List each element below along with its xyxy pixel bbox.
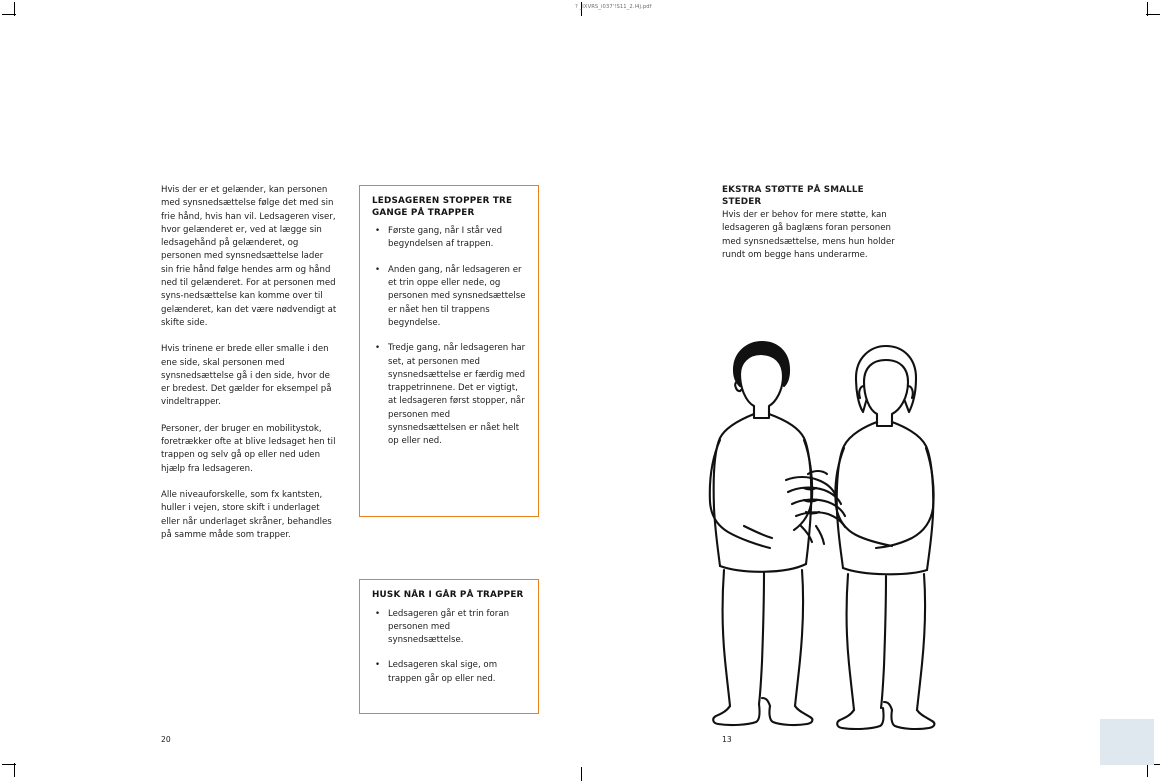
page-number-right: 13 — [722, 735, 732, 744]
right-text-column — [722, 184, 897, 262]
list-item-text: Ledsageren skal sige, om trappen går op eller ned. — [388, 660, 498, 684]
callout-list — [372, 608, 526, 686]
bullet-icon: • — [375, 343, 381, 354]
callout-box-stairs-stop — [359, 185, 539, 517]
list-item-text: Tredje gang, når ledsageren har set, at personen med synsnedsættelse er færdig med trappetrinnene. Det er vigtigt, at ledsageren først stopper, når personen med synsnedsættelsen er nået helt op eller ned. — [388, 343, 526, 447]
paragraph: Personer, der bruger en mobilitystok, foretrækker ofte at blive ledsaget hen til trappen og selv gå op eller ned uden hjælp fra ledsageren. — [161, 423, 336, 474]
list-item — [372, 608, 526, 648]
list-item — [372, 264, 526, 330]
bullet-icon: • — [375, 226, 381, 237]
color-swatch — [1100, 719, 1154, 765]
crop-mark-top-right-horizontal — [1146, 14, 1160, 15]
list-item — [372, 342, 526, 448]
page-number-left: 20 — [161, 735, 171, 744]
list-item-text: Anden gang, når ledsageren er et trin oppe eller nede, og personen med synsnedsættelse er nået hen til trappens begyndelse. — [388, 264, 526, 328]
crop-mark-top-left-horizontal — [2, 14, 16, 15]
bullet-icon: • — [375, 660, 381, 671]
list-item-text: Første gang, når I står ved begyndelsen af trappen. — [388, 226, 503, 250]
left-text-column — [161, 184, 337, 555]
bullet-icon: • — [375, 608, 381, 619]
callout-title: LEDSAGEREN STOPPER TRE GANGE PÅ TRAPPER — [372, 196, 513, 218]
paragraph: Hvis der er et gelænder, kan personen med synsnedsættelse følge det med sin frie hånd, hvis han vil. Ledsageren viser, hvor gelænderet er, ved at lægge sin ledsagehånd på gelænderet, og personen med synsnedsættelse lader sin frie hånd følge hendes arm og hånd ned til gelænderet. For at personen med syns-nedsættelse kan komme over til gelænderet, kan det være nødvendigt at skifte side. — [161, 185, 337, 328]
paragraph: Alle niveauforskelle, som fx kantsten, huller i vejen, store skift i underlaget eller når underlaget skråner, behandles på samme måde som trapper. — [161, 489, 332, 540]
bullet-icon: • — [375, 264, 381, 275]
paragraph: Hvis der er behov for mere støtte, kan ledsageren gå baglæns foran personen med synsnedsættelse, mens hun holder rundt om begge hans underarme. — [722, 210, 895, 260]
file-name-label: ? _IXVRS_i037'!S11_2.I4j.pdf — [575, 4, 652, 10]
paragraph: Hvis trinene er brede eller smalle i den ene side, skal personen med synsnedsættelse gå i den side, hvor de er bredest. Det gælder for eksempel på vindeltrapper. — [161, 344, 332, 408]
section-heading: EKSTRA STØTTE PÅ SMALLE STEDER — [722, 185, 864, 207]
callout-box-stairs-remember — [359, 579, 539, 714]
callout-title: HUSK NÅR I GÅR PÅ TRAPPER — [372, 590, 524, 600]
crop-mark-bottom-right-vertical — [1147, 763, 1148, 777]
crop-mark-bottom-left-horizontal — [2, 764, 16, 765]
list-item — [372, 659, 526, 686]
list-item — [372, 225, 526, 252]
list-item-text: Ledsageren går et trin foran personen med synsnedsættelse. — [388, 608, 510, 646]
callout-list — [372, 225, 526, 448]
two-people-holding-forearms-illustration — [700, 330, 960, 730]
crop-mark-bottom-left-vertical — [14, 763, 15, 777]
